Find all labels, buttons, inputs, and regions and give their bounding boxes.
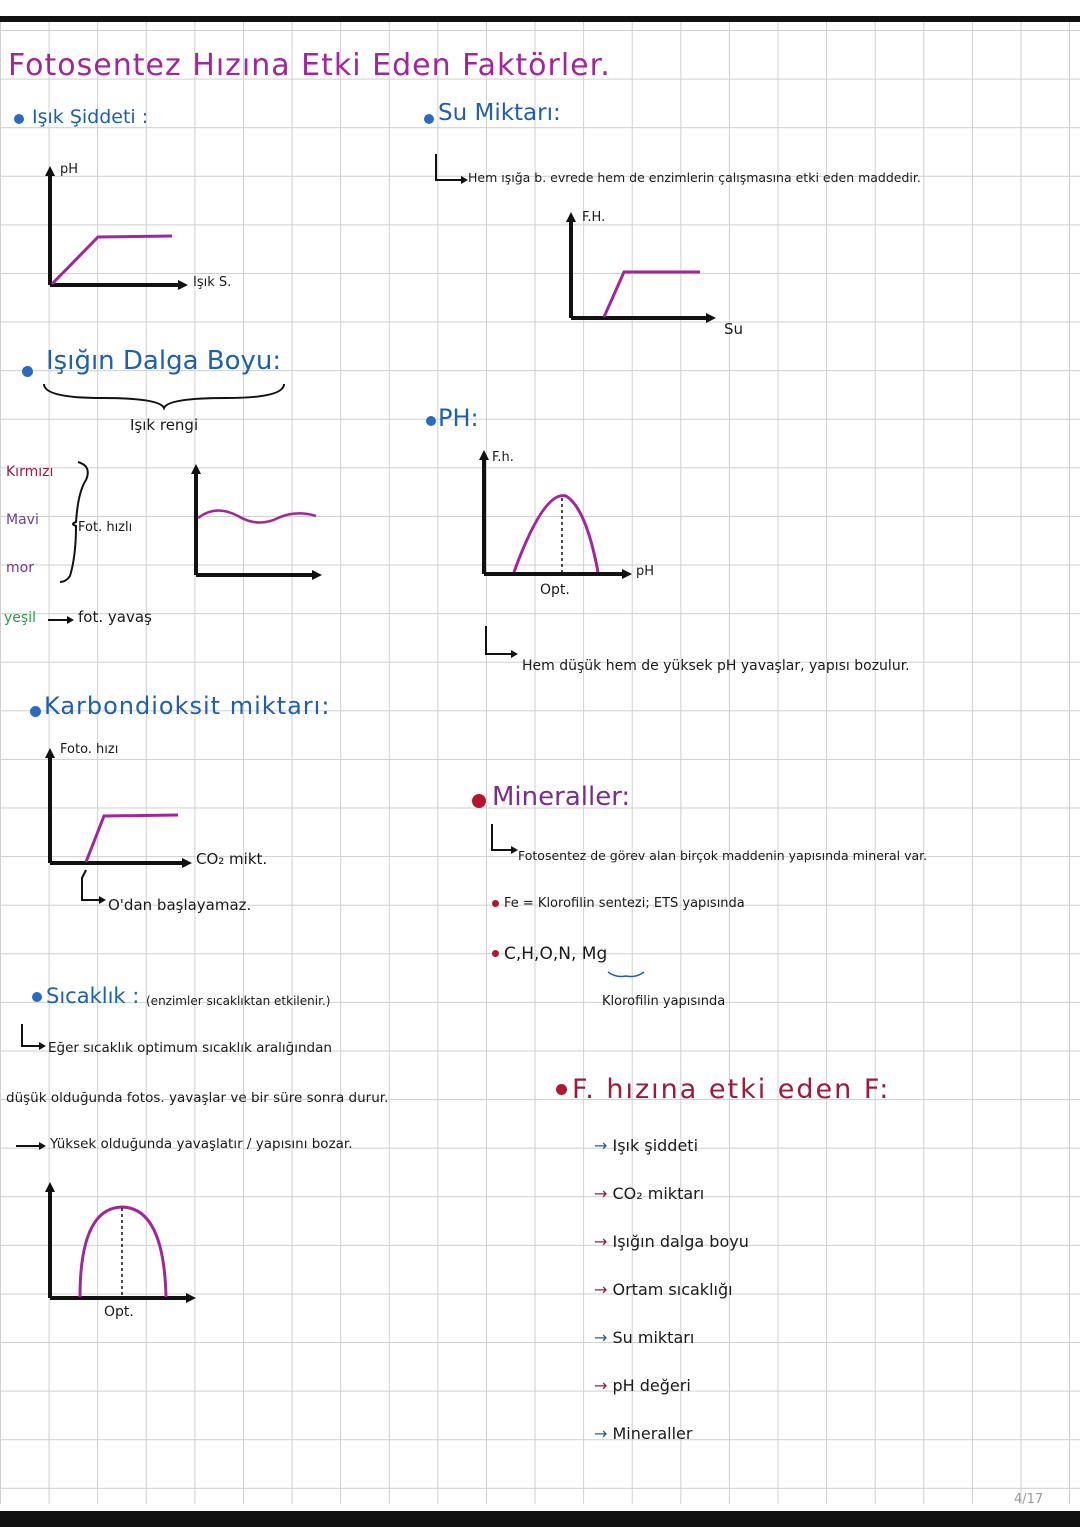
underline-brace-icon — [606, 970, 646, 980]
karbondioksit-graph — [38, 746, 208, 871]
bullet-dot — [492, 950, 499, 957]
arrow-bracket-icon — [80, 868, 110, 908]
isik-siddeti-heading: Işık Şiddeti : — [32, 106, 149, 128]
isik-y-label: pH — [60, 162, 79, 177]
bullet-dot — [32, 992, 42, 1002]
bullet-dot — [556, 1084, 567, 1095]
sicaklik-line2: düşük olduğunda fotos. yavaşlar ve bir süre sonra durur. — [6, 1090, 389, 1106]
su-y-label: F.H. — [582, 210, 606, 225]
arrow-right-icon: → — [594, 1328, 608, 1347]
page-title: Fotosentez Hızına Etki Eden Faktörler. — [8, 48, 611, 83]
ph-note: Hem düşük hem de yüksek pH yavaşlar, yapısı bozulur. — [522, 658, 910, 674]
bullet-dot — [472, 794, 486, 808]
ph-x-label: pH — [636, 564, 655, 579]
fe-line: Fe = Klorofilin sentezi; ETS yapısında — [504, 896, 745, 911]
notebook-page — [0, 16, 1080, 1507]
ph-graph — [474, 448, 649, 583]
ph-heading: PH: — [438, 404, 479, 432]
factor-item: → Mineraller — [594, 1424, 693, 1443]
dalga-boyu-graph — [186, 462, 331, 582]
bullet-dot — [424, 114, 434, 124]
factors-heading: F. hızına etki eden F: — [572, 1074, 891, 1105]
ph-y-label: F.h. — [492, 450, 514, 465]
su-x-label: Su — [724, 320, 744, 338]
mineraller-note: Fotosentez de görev alan birçok maddenin yapısında mineral var. — [518, 848, 928, 863]
sicaklik-opt-label: Opt. — [104, 1304, 134, 1320]
color-mavi: Mavi — [6, 512, 39, 528]
group-label: Fot. hızlı — [78, 520, 133, 535]
factor-item: → pH değeri — [594, 1376, 691, 1395]
arrow-right-icon — [48, 614, 76, 628]
karbondioksit-heading: Karbondioksit miktarı: — [44, 692, 331, 720]
co2-y-label: Foto. hızı — [60, 742, 119, 757]
isik-x-label: Işık S. — [193, 275, 232, 290]
brace-label: Işık rengi — [130, 416, 199, 434]
curly-brace-icon — [42, 382, 292, 412]
bullet-dot — [492, 900, 499, 907]
color-mor: mor — [6, 560, 34, 576]
factor-item: → Ortam sıcaklığı — [594, 1280, 733, 1299]
arrow-right-icon — [16, 1140, 50, 1152]
bullet-dot — [14, 114, 24, 124]
page-number: 4/17 — [1014, 1492, 1044, 1507]
bottom-bar — [0, 1511, 1080, 1527]
co2-x-label: CO₂ mikt. — [196, 850, 268, 868]
arrow-right-icon: → — [594, 1424, 608, 1443]
color-yesil: yeşil — [4, 610, 36, 626]
su-note: Hem ışığa b. evrede hem de enzimlerin çalışmasına etki eden maddedir. — [468, 170, 921, 185]
bullet-dot — [30, 706, 41, 717]
su-miktari-heading: Su Miktarı: — [438, 100, 561, 126]
arrow-right-icon: → — [594, 1232, 608, 1251]
bullet-dot — [426, 416, 436, 426]
co2-note: O'dan başlayamaz. — [108, 896, 252, 914]
ph-opt-label: Opt. — [540, 582, 570, 598]
color-kirmizi: Kırmızı — [6, 464, 54, 480]
klorofil-note: Klorofilin yapısında — [602, 994, 726, 1009]
factor-item: → CO₂ miktarı — [594, 1184, 705, 1203]
factor-item: → Işık şiddeti — [594, 1136, 699, 1155]
factor-item: → Su miktarı — [594, 1328, 695, 1347]
mineraller-heading: Mineraller: — [492, 782, 631, 812]
green-note: fot. yavaş — [78, 608, 152, 626]
arrow-right-icon: → — [594, 1136, 608, 1155]
sicaklik-graph — [38, 1182, 208, 1307]
su-graph — [560, 210, 745, 340]
elements-line: C,H,O,N, Mg — [504, 944, 608, 964]
dalga-boyu-heading: Işığın Dalga Boyu: — [46, 346, 282, 376]
arrow-right-icon: → — [594, 1376, 608, 1395]
arrow-right-icon: → — [594, 1280, 608, 1299]
factor-item: → Işığın dalga boyu — [594, 1232, 749, 1251]
bullet-dot — [22, 366, 33, 377]
sicaklik-line3: Yüksek olduğunda yavaşlatır / yapısını bozar. — [50, 1136, 353, 1152]
sicaklik-heading: Sıcaklık : — [46, 984, 140, 1008]
arrow-bracket-icon — [484, 624, 524, 664]
arrow-right-icon: → — [594, 1184, 608, 1203]
sicaklik-line1: Eğer sıcaklık optimum sıcaklık aralığından — [48, 1040, 332, 1056]
sicaklik-heading-note: (enzimler sıcaklıktan etkilenir.) — [146, 994, 331, 1008]
